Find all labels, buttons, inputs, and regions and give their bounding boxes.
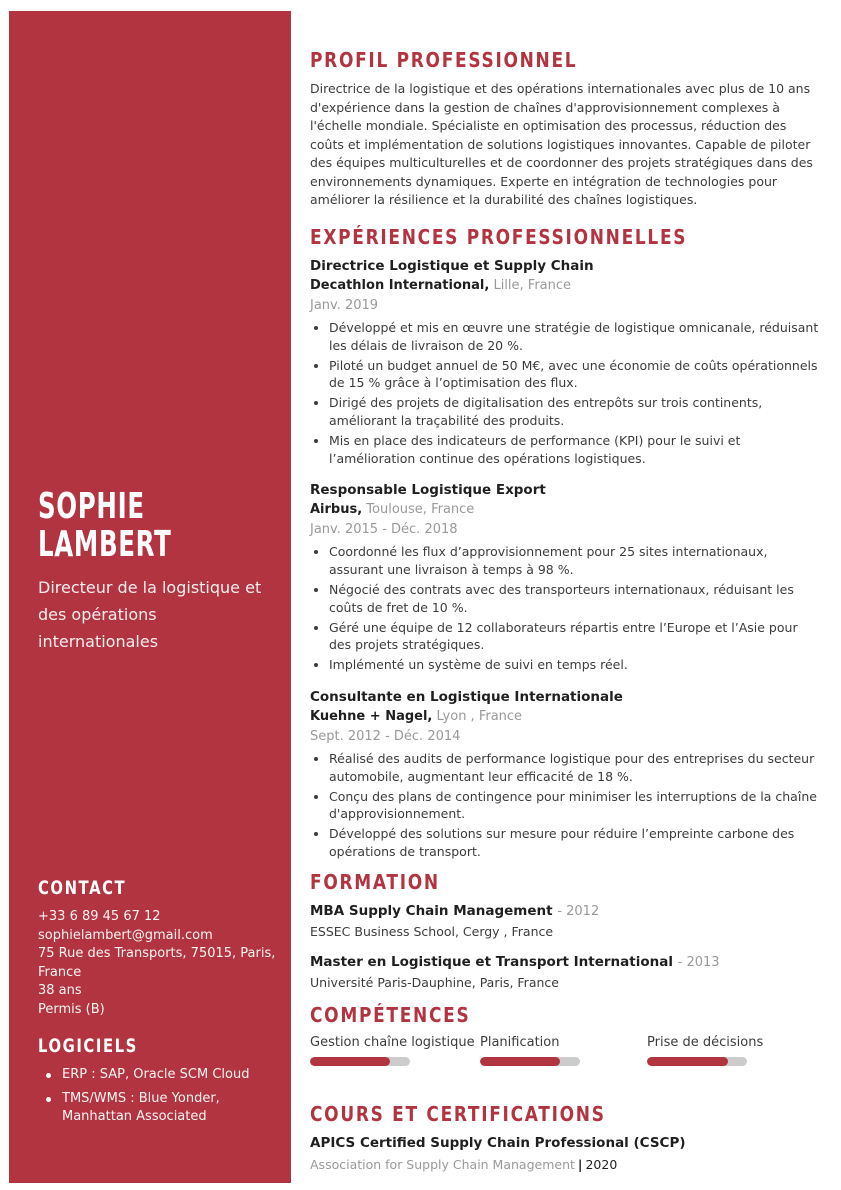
job-company-line — [310, 501, 822, 519]
education-school: ESSEC Business School, Cergy , France — [310, 924, 554, 939]
certification-title: APICS Certified Supply Chain Professional (CSCP) — [310, 1135, 686, 1151]
job-bullet: • Dirigé des projets de digitalisation des entrepôts sur trois continents, améliorant la traçabilité des produits. — [329, 394, 822, 430]
education-degree: Master en Logistique et Transport International — [310, 954, 673, 970]
job-dates: Janv. 2019 — [310, 298, 379, 313]
education-degree: MBA Supply Chain Management — [310, 903, 553, 919]
job-entry — [310, 481, 822, 674]
software-heading: LOGICIELS — [38, 1035, 138, 1057]
certifications-heading: COURS ET CERTIFICATIONS — [310, 1102, 606, 1126]
software-section — [38, 1034, 279, 1132]
job-company: Airbus, — [310, 502, 363, 518]
skill-bar-fill — [480, 1057, 560, 1066]
job-location: Lille, France — [489, 278, 572, 293]
certification-separator: | — [577, 1157, 583, 1172]
skill-bar — [480, 1057, 580, 1066]
skills-row — [310, 1035, 822, 1066]
job-company-line — [310, 277, 822, 295]
job-company: Decathlon International, — [310, 278, 490, 293]
education-entry — [310, 953, 822, 991]
job-bullet: • Piloté un budget annuel de 50 M€, avec une économie de coûts opérationnels de 15 % grâce à l’optimisation des flux. — [329, 357, 822, 393]
skill-bar-fill — [647, 1057, 728, 1066]
job-entry — [310, 257, 822, 467]
education-degree-line — [310, 953, 822, 972]
job-bullet: • Négocié des contrats avec des transporteurs internationaux, réduisant les coûts de fret de 10 %. — [329, 581, 822, 617]
identity-block — [38, 488, 277, 655]
job-bullet-list — [329, 319, 822, 467]
name-line-2: LAMBERT — [38, 524, 172, 565]
job-company: Kuehne + Nagel, — [310, 708, 433, 724]
contact-age: 38 ans — [38, 983, 82, 999]
software-item: TMS/WMS : Blue Yonder, Manhattan Associated — [38, 1090, 279, 1127]
contact-email: sophielambert@gmail.com — [38, 927, 213, 943]
job-bullet: • Géré une équipe de 12 collaborateurs répartis entre l’Europe et l’Asie pour des projets stratégiques. — [329, 619, 822, 655]
job-title: Responsable Logistique Export — [310, 482, 546, 499]
experience-heading: EXPÉRIENCES PROFESSIONNELLES — [310, 225, 688, 249]
contact-address: 75 Rue des Transports, 75015, Paris, France — [38, 946, 276, 980]
skills-section — [310, 1003, 822, 1066]
skill-bar-fill — [310, 1057, 390, 1066]
certifications-section — [310, 1102, 822, 1174]
name-line-1: SOPHIE — [38, 486, 145, 527]
skills-heading: COMPÉTENCES — [310, 1003, 471, 1027]
skill-label: Prise de décisions — [647, 1035, 764, 1050]
certification-entry — [310, 1134, 822, 1174]
job-bullet: • Développé et mis en œuvre une stratégie de logistique omnicanale, réduisant les délais de livraison de 20 %. — [329, 319, 822, 355]
profile-text: Directrice de la logistique et des opérations internationales avec plus de 10 ans d'expérience dans la gestion de chaînes d'approvisionnement complexes à l'échelle mondiale. Spécialiste en optimisation des processus, réduction des coûts et implémentation de solutions logistiques innovantes. Capable de piloter des équipes multiculturelles et de coordonner des projets stratégiques dans des environnements dynamiques. Experte en intégration de technologies pour améliorer la résilience et la durabilité des chaînes logistiques. — [310, 81, 813, 207]
profile-heading: PROFIL PROFESSIONNEL — [310, 48, 578, 72]
job-dates: Sept. 2012 - Déc. 2014 — [310, 728, 461, 744]
job-bullet: • Développé des solutions sur mesure pour réduire l’empreinte carbone des opérations de transport. — [329, 825, 822, 861]
job-entry — [310, 688, 822, 861]
skill-item — [480, 1035, 647, 1066]
sidebar — [9, 11, 291, 1183]
candidate-name — [38, 488, 277, 564]
job-location: Toulouse, France — [362, 502, 475, 518]
software-item: ERP : SAP, Oracle SCM Cloud — [38, 1066, 279, 1085]
job-bullet: • Conçu des plans de contingence pour minimiser les interruptions de la chaîne d'approvisionnement. — [329, 788, 822, 824]
job-bullet: • Mis en place des indicateurs de performance (KPI) pour le suivi et l’amélioration continue des opérations logistiques. — [329, 432, 822, 468]
skill-bar — [647, 1057, 747, 1066]
skill-item — [647, 1035, 763, 1066]
job-bullet-list — [329, 750, 822, 861]
skill-label: Gestion chaîne logistique — [310, 1035, 475, 1050]
education-year: - 2012 — [557, 904, 600, 919]
job-title: Directrice Logistique et Supply Chain — [310, 258, 594, 274]
skill-bar — [310, 1057, 410, 1066]
contact-phone: +33 6 89 45 67 12 — [38, 909, 161, 924]
candidate-job-title: Directeur de la logistique et des opérations internationales — [38, 578, 262, 651]
education-degree-line — [310, 902, 822, 921]
job-bullet: • Réalisé des audits de performance logistique pour des entreprises du secteur automobile, augmentant leur efficacité de 18 %. — [329, 750, 822, 786]
contact-section — [38, 876, 279, 1020]
education-year: - 2013 — [677, 955, 720, 970]
job-bullet-list — [329, 543, 822, 674]
certification-meta — [310, 1155, 822, 1174]
job-bullet: • Implémenté un système de suivi en temps réel. — [329, 656, 822, 674]
contact-license: Permis (B) — [38, 1001, 105, 1017]
skill-item — [310, 1035, 480, 1066]
education-entry — [310, 902, 822, 940]
job-bullet: • Coordonné les flux d’approvisionnement pour 25 sites internationaux, assurant une livraison à temps à 98 %. — [329, 543, 822, 579]
job-dates: Janv. 2015 - Déc. 2018 — [310, 522, 458, 538]
contact-heading: CONTACT — [38, 877, 127, 899]
software-list — [38, 1066, 279, 1127]
education-school: Université Paris-Dauphine, Paris, France — [310, 975, 559, 990]
skill-label: Planification — [480, 1035, 560, 1050]
education-heading: FORMATION — [310, 870, 440, 894]
job-title: Consultante en Logistique Internationale — [310, 688, 623, 705]
profile-section — [310, 48, 822, 210]
certification-org: Association for Supply Chain Management — [310, 1157, 575, 1172]
experience-section — [310, 225, 822, 875]
education-section — [310, 870, 822, 1004]
certification-year: 2020 — [585, 1157, 618, 1172]
job-location: Lyon , France — [432, 708, 523, 724]
job-company-line — [310, 708, 822, 726]
